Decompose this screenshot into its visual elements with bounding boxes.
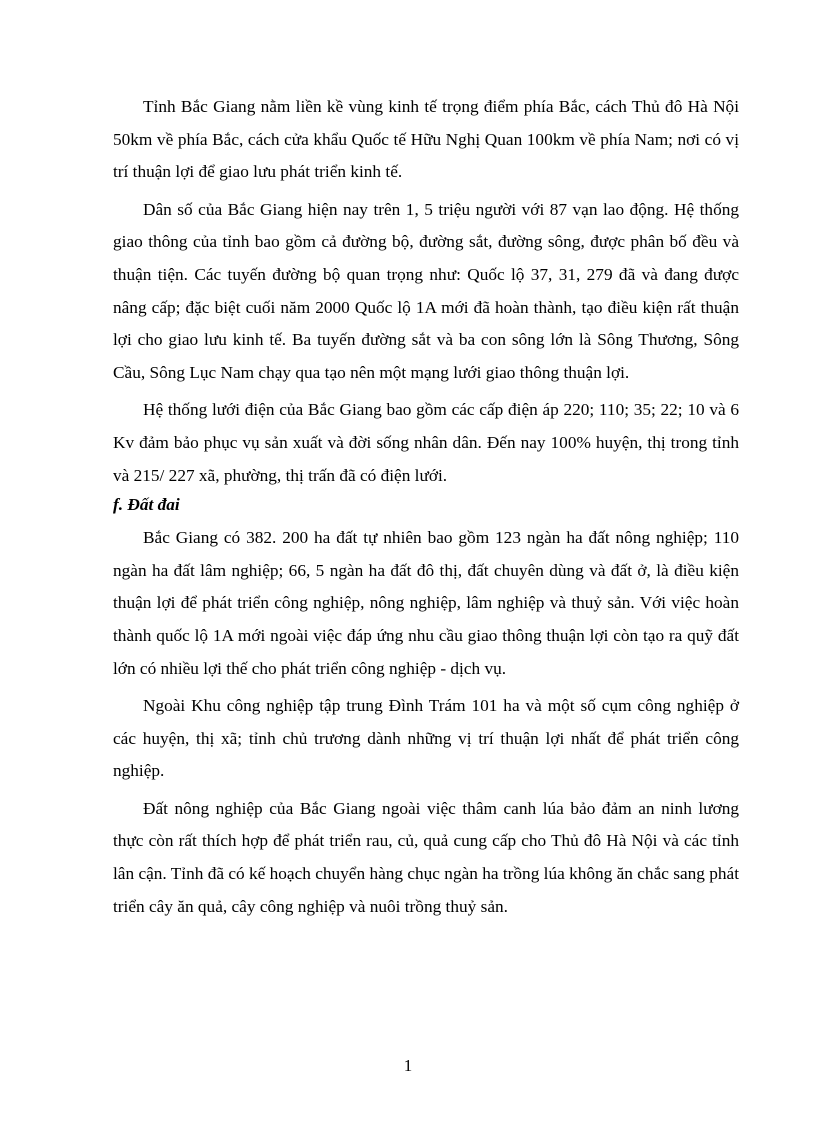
paragraph-location: Tỉnh Bắc Giang nằm liền kề vùng kinh tế trọng điểm phía Bắc, cách Thủ đô Hà Nội 50km về phía Bắc, cách cửa khẩu Quốc tế Hữu Nghị Quan 100km về phía Nam; nơi có vị trí thuận lợi để giao lưu phát triển kinh tế. — [113, 97, 739, 182]
paragraph-agricultural-land: Đất nông nghiệp của Bắc Giang ngoài việc thâm canh lúa bảo đảm an ninh lương thực còn rất thích hợp để phát triển rau, củ, quả cung cấp cho Thủ đô Hà Nội và các tỉnh lân cận. Tỉnh đã có kế hoạch chuyển hàng chục ngàn ha trồng lúa không ăn chắc sang phát triển cây ăn quả, cây công nghiệp và nuôi trồng thuỷ sản. — [113, 798, 739, 916]
paragraph-power-grid: Hệ thống lưới điện của Bắc Giang bao gồm các cấp điện áp 220; 110; 35; 22; 10 và 6 Kv đảm bảo phục vụ sản xuất và đời sống nhân dân. Đến nay 100% huyện, thị trong tỉnh và 215/ 227 xã, phường, thị trấn đã có điện lưới. — [113, 400, 739, 485]
document-page — [113, 91, 739, 923]
page-number: 1 — [403, 1056, 413, 1075]
paragraph-population-transport: Dân số của Bắc Giang hiện nay trên 1, 5 triệu người với 87 vạn lao động. Hệ thống giao thông của tỉnh bao gồm cả đường bộ, đường sắt, đường sông, được phân bố đều và thuận tiện. Các tuyến đường bộ quan trọng như: Quốc lộ 37, 31, 279 đã và đang được nâng cấp; đặc biệt cuối năm 2000 Quốc lộ 1A mới đã hoàn thành, tạo điều kiện rất thuận lợi cho giao lưu kinh tế. Ba tuyến đường sắt và ba con sông lớn là Sông Thương, Sông Cầu, Sông Lục Nam chạy qua tạo nên một mạng lưới giao thông thuận lợi. — [113, 199, 739, 382]
section-heading-land: f. Đất đai — [113, 495, 180, 515]
paragraph-land-area: Bắc Giang có 382. 200 ha đất tự nhiên bao gồm 123 ngàn ha đất nông nghiệp; 110 ngàn ha đất lâm nghiệp; 66, 5 ngàn ha đất đô thị, đất chuyên dùng và đất ở, là điều kiện thuận lợi để phát triển công nghiệp, nông nghiệp, lâm nghiệp và thuỷ sản. Với việc hoàn thành quốc lộ 1A mới ngoài việc đáp ứng nhu cầu giao thông thuận lợi còn tạo ra quỹ đất lớn có nhiều lợi thế cho phát triển công nghiệp - dịch vụ. — [113, 528, 739, 678]
paragraph-industrial-zone: Ngoài Khu công nghiệp tập trung Đình Trám 101 ha và một số cụm công nghiệp ở các huyện, thị xã; tỉnh chủ trương dành những vị trí thuận lợi nhất để phát triển công nghiệp. — [113, 696, 739, 781]
